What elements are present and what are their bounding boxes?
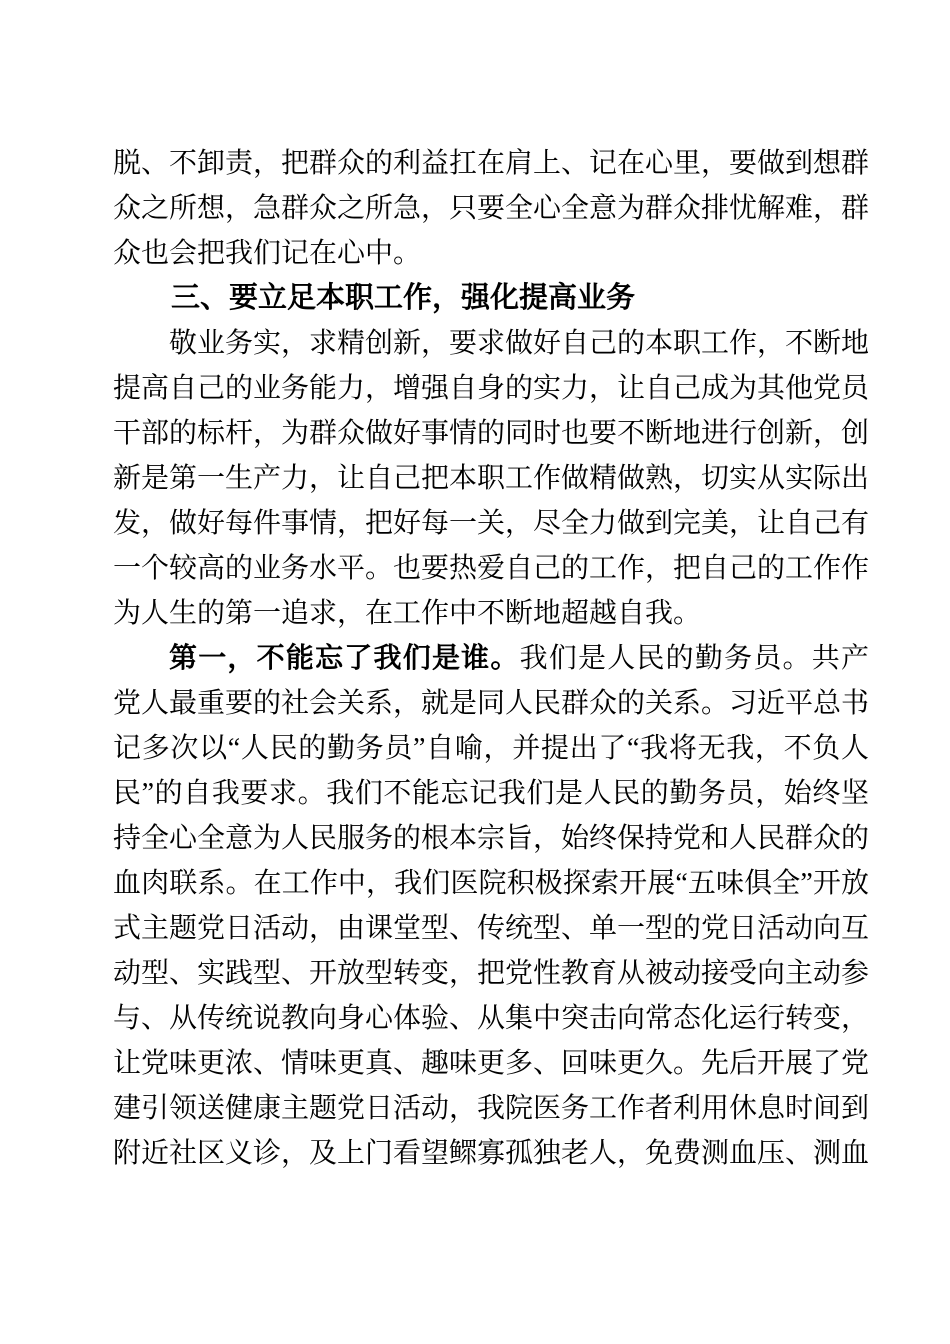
paragraph-first-point-lead: 第一，不能忘了我们是谁。	[169, 643, 520, 674]
paragraph-business: 敬业务实，求精创新，要求做好自己的本职工作，不断地提高自己的业务能力，增强自身的实力，让自己成为其他党员干部的标杆，为群众做好事情的同时也要不断地进行创新，创新是第一生产力，让自己把本职工作做精做熟，切实从实际出发，做好每件事情，把好每一关，尽全力做到完美，让自己有一个较高的业务水平。也要热爱自己的工作，把自己的工作作为人生的第一追求，在工作中不断地超越自我。	[113, 328, 870, 629]
section-heading: 三、要立足本职工作，强化提高业务	[171, 282, 636, 314]
paragraph-continuation: 脱、不卸责，把群众的利益扛在肩上、记在心里，要做到想群众之所想，急群众之所急，只要全心全意为群众排忧解难，群众也会把我们记在心中。	[113, 148, 870, 269]
paragraph-first-point-body: 我们是人民的勤务员。共产党人最重要的社会关系，就是同人民群众的关系。习近平总书记多次以“人民的勤务员”自喻，并提出了“我将无我，不负人民”的自我要求。我们不能忘记我们是人民的勤务员，始终坚持全心全意为人民服务的根本宗旨，始终保持党和人民群众的血肉联系。在工作中，我们医院积极探索开展“五味俱全”开放式主题党日活动，由课堂型、传统型、单一型的党日活动向互动型、实践型、开放型转变，把党性教育从被动接受向主动参与、从传统说教向身心体验、从集中突击向常态化运行转变，让党味更浓、情味更真、趣味更多、回味更久。先后开展了党建引领送健康主题党日活动，我院医务工作者利用休息时间到附近社区义诊，及上门看望鳏寡孤独老人，免费测血压、测血	[113, 643, 870, 1169]
paragraph-first-point	[113, 636, 869, 1176]
